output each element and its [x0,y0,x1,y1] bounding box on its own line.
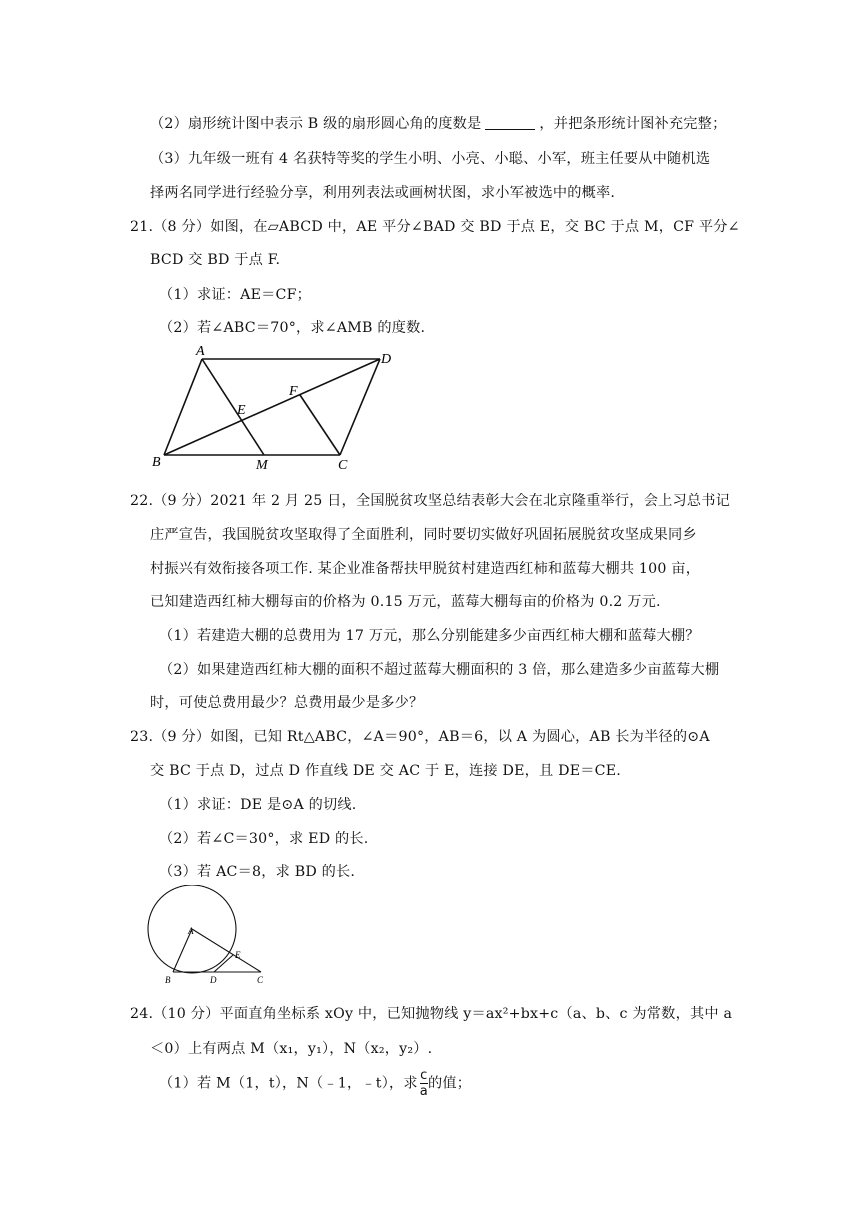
label-b: B [165,975,171,985]
question-23-part1: （1）求证：DE 是⊙A 的切线. [159,797,357,813]
question-21-line1: 21.（8 分）如图，在▱ABCD 中，AE 平分∠BAD 交 BD 于点 E，交 BC 于点 M，CF 平分∠ [130,219,740,235]
question-24-line2: ＜0）上有两点 M（x₁，y₁），N（x₂，y₂）. [150,1041,433,1057]
question-21-part2: （2）若∠ABC＝70°，求∠AMB 的度数. [159,320,426,336]
label-m: M [256,458,268,473]
line-de [214,955,233,972]
parallelogram-figure [140,340,400,475]
line-cf [300,395,340,455]
side-ac [192,929,261,972]
question-23-part2: （2）若∠C＝30°，求 ED 的长. [159,831,369,847]
line-am [202,359,264,455]
circle-triangle-figure [140,885,280,990]
question-22-line4: 已知建造西红柿大棚每亩的价格为 0.15 万元，蓝莓大棚每亩的价格为 0.2 万元. [150,594,661,610]
question-23-line1: 23.（9 分）如图，已知 Rt△ABC，∠A＝90°，AB＝6，以 A 为圆心，AB 长为半径的⊙A [130,729,710,745]
question-22-line7: 时，可使总费用最少？总费用最少是多少？ [150,695,424,711]
question-24-part1: （1）若 M（1，t），N（﹣1，﹣t），求 $\frac{c}{a}$ 的值； [159,1068,472,1099]
label-b: B [152,455,161,470]
text-line: （3）九年级一班有 4 名获特等奖的学生小明、小亮、小聪、小军，班主任要从中随机选 [150,151,711,167]
question-21-part1: （1）求证：AE＝CF； [159,287,312,303]
fraction-c-over-a: $\frac{c}{a}$ [419,1068,428,1099]
label-f: F [289,384,298,399]
question-23-line2: 交 BC 于点 D，过点 D 作直线 DE 交 AC 于 E，连接 DE，且 DE＝CE. [150,763,621,779]
question-22-line1: 22.（9 分）2021 年 2 月 25 日，全国脱贫攻坚总结表彰大会在北京隆重举行，会上习总书记 [130,493,731,509]
label-e: E [237,403,246,418]
label-e: E [235,950,241,960]
question-22-part1: （1）若建造大棚的总费用为 17 万元，那么分别能建多少亩西红柿大棚和蓝莓大棚？ [159,628,700,644]
label-d: D [210,975,217,985]
question-21-line2: BCD 交 BD 于点 F. [150,252,281,268]
question-22-line2: 庄严宣告，我国脱贫攻坚取得了全面胜利，同时要切实做好巩固拓展脱贫攻坚成果同乡 [150,527,697,543]
label-a: A [188,926,194,936]
question-22-line3: 村振兴有效衔接各项工作. 某企业准备帮扶甲脱贫村建造西红柿和蓝莓大棚共 100 亩， [150,561,701,577]
question-24-line1: 24.（10 分）平面直角坐标系 xOy 中，已知抛物线 y＝ax²+bx+c（a、b、c 为常数，其中 a [130,1006,733,1022]
answer-blank[interactable] [485,115,535,130]
label-d: D [381,352,392,367]
text-line: （2）扇形统计图中表示 B 级的扇形圆心角的度数是 ，并把条形统计图补充完整； [150,116,727,132]
question-22-part2: （2）如果建造西红柿大棚的面积不超过蓝莓大棚面积的 3 倍，那么建造多少亩蓝莓大棚 [159,662,720,678]
label-a: A [196,344,205,359]
label-c: C [338,458,348,473]
question-23-part3: （3）若 AC＝8，求 BD 的长. [159,864,356,880]
label-c: C [257,975,264,985]
text-line: 择两名同学进行经验分享，利用列表法或画树状图，求小军被选中的概率. [150,185,616,201]
